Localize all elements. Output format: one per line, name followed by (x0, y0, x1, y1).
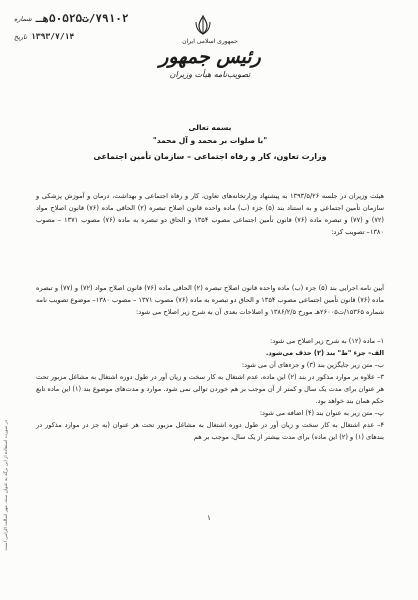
iran-emblem-icon (192, 14, 214, 36)
list-item: ۱– ماده (۱۲) به شرح زیر اصلاح می شود: (270, 337, 384, 345)
letterhead-subtitle: تصویب‌نامه هیأت وزیران (169, 70, 251, 79)
reference-number-label: شماره (14, 14, 32, 23)
body-paragraph-1 (36, 190, 384, 238)
reference-number-value: ۷۹۱۰۲/ت۵۰۵۲۵هـ (35, 12, 129, 25)
list-item: پ– متن زیر به عنوان بند (۴) اضافه می شود: (259, 409, 384, 417)
margin-note: در صورت استفاده از این برگه به عنوان سند، مهر اصالت الزامی است (4, 420, 9, 551)
letterhead-title: رئیس جمهور (159, 46, 261, 68)
recipients-heading: وزارت تعاون، کار و رفاه اجتماعی – سازمان تأمین اجتماعی (93, 152, 327, 161)
bismillah-heading: بسمه تعالی (188, 123, 232, 132)
reference-number (14, 12, 128, 25)
paragraph-text: هیئت وزیران در جلسه ۱۳۹۳/۵/۲۶ به پیشنهاد وزارتخانه‌های تعاون، کار و رفاه اجتماعی و بهداشت، درمان و آموزش پزشکی و سازمان تأمین اجتماعی و به استناد بند (۵) جزء (ب) ماده واحده قانون اصلاح تبصره (۲) الحاقی ماده (۷۶) قانون اصلاح مواد (۷۲) و (۷۷) و تبصره ماده (۷۶) قانون تأمین اجتماعی مصوب ۱۳۵۴ و الحاق دو تبصره به ماده (۷۶) مصوب ۱۳۷۱ – مصوب ۱۳۸۰– تصویب کرد: (36, 192, 384, 236)
body-paragraph-2 (36, 282, 384, 318)
reference-date-label: تاریخ (14, 32, 27, 41)
amendment-items (36, 335, 384, 443)
list-item: الف– جزء "ط" بند (۲) حذف می‌شود. (265, 349, 384, 357)
list-item: ب– متن زیر جایگزین بند (۳) و جزءهای آن می شود: (241, 361, 384, 369)
paragraph-text: آیین نامه اجرایی بند (۵) جزء (ب) ماده واحده قانون اصلاح تبصره (۲) الحاقی ماده (۷۶) قانون اصلاح مواد (۷۲) و (۷۷) و تبصره ماده (۷۶) قانون تأمین اجتماعی مصوب ۱۳۵۴ و الحاق دو تبصره به ماده (۷۶) مصوب ۱۳۷۱ – مصوب ۱۳۸۰– موضوع تصویب نامه شماره ۱۵۳۶۵/ت۲۶۰۰۵هـ مورخ ۱۳۸۶/۲/۵ و اصلاحات بعدی آن به شرح زیر اصلاح می شود: (36, 284, 384, 316)
list-item: ۴– عدم اشتغال به کار سخت و زیان آور در طول دوره اشتغال به مشاغل مزبور تحت هر عنوان (به جز در موارد مذکور در بندهای (۱) و (۲) این ماده) برای مدت بیشتر از یک سال، موجب بر هم (36, 421, 384, 441)
org-line: جمهوری اسلامی ایران (182, 38, 238, 45)
reference-date (14, 32, 74, 41)
page-number: ۱ (207, 514, 211, 522)
list-item: ۳– علاوه بر موارد مذکور در بند (۲) این ماده، عدم اشتغال به کار سخت و زیان آور در طول دوره اشتغال به مشاغل مزبور تحت هر عنوان برای مدت یک سال و کمتر از آن موجب بر هم خوردن توالی نمی شود. موارد و مدت‌های موضوع بند (۱) این ماده تابع حکم همان بند خواهد بود. (36, 373, 384, 405)
reference-date-value: ۱۳۹۳/۷/۱۴ (30, 32, 75, 41)
salawat-heading: "با صلوات بر محمد و آل محمد" (152, 136, 268, 145)
